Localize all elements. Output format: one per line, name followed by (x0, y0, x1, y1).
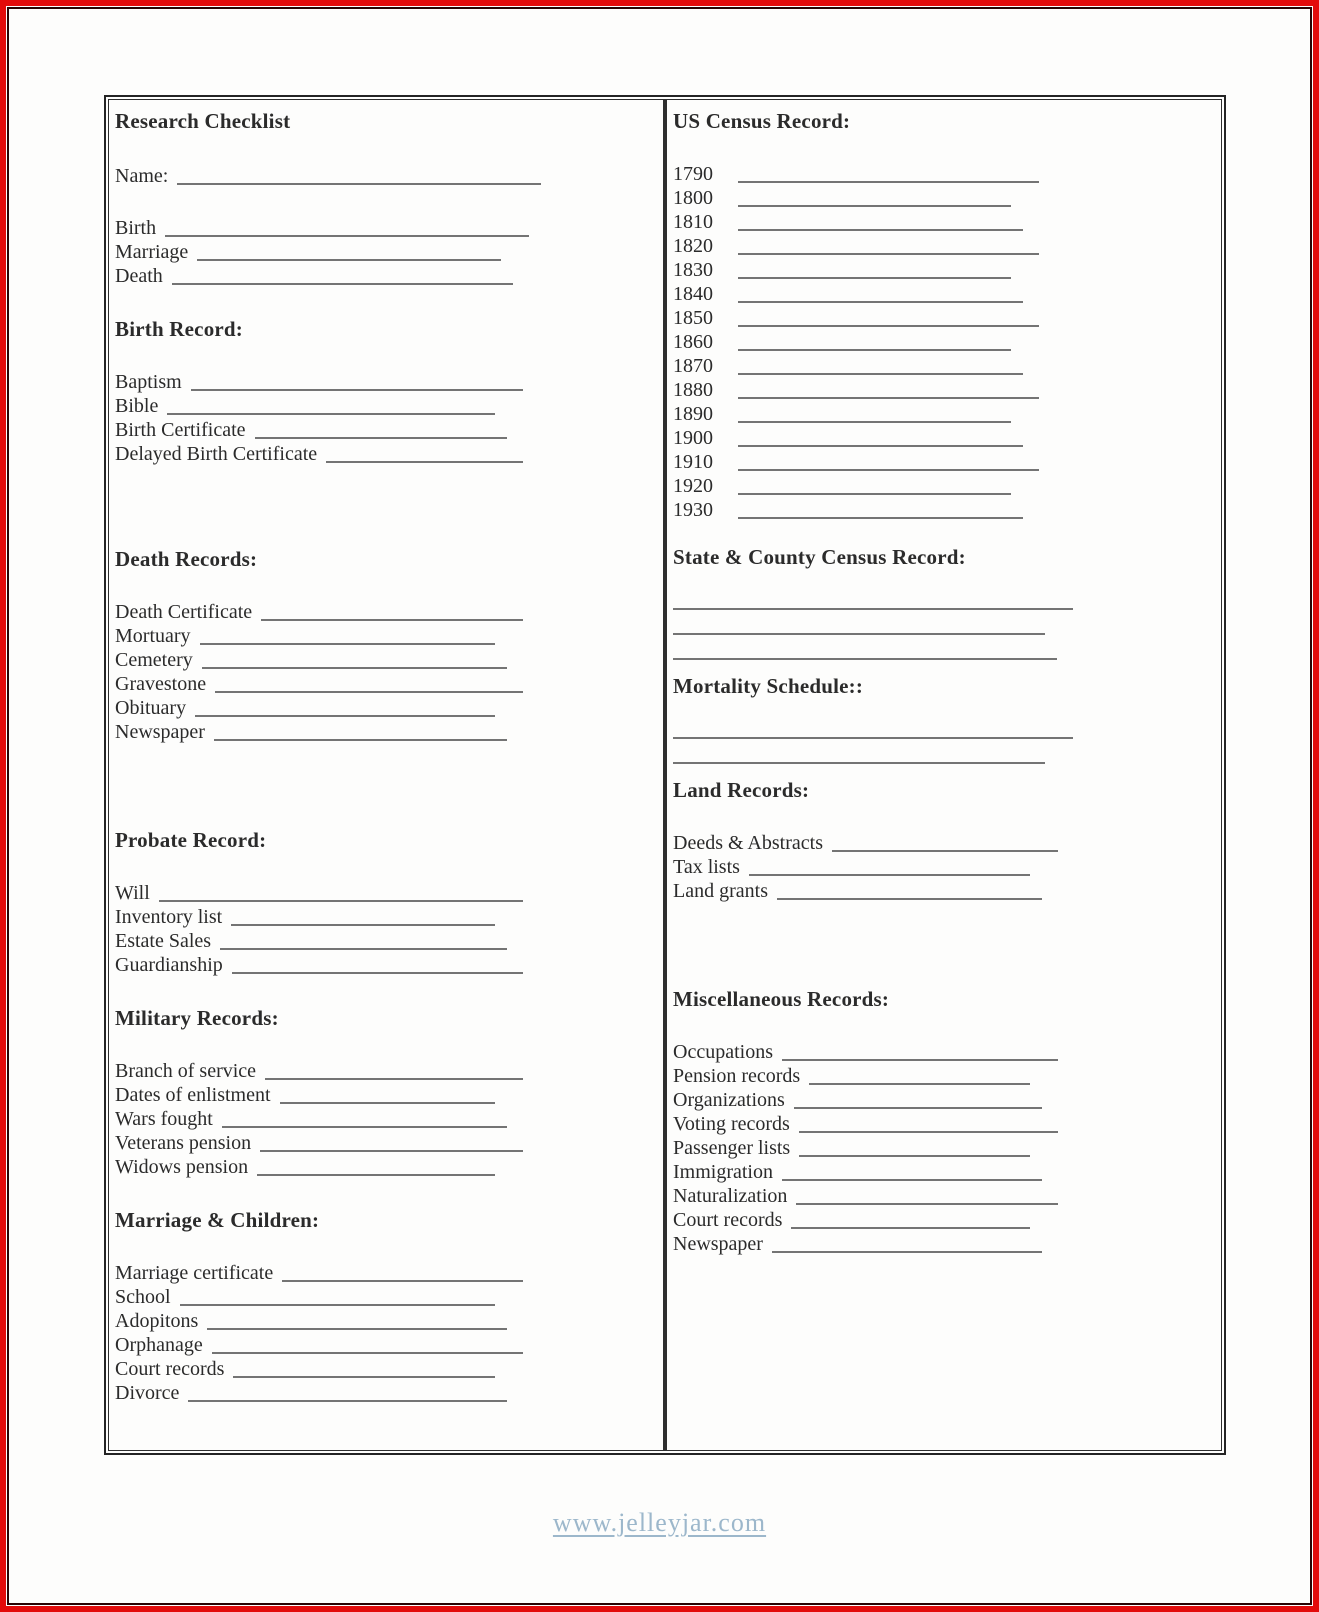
form-field-row (115, 1083, 523, 1107)
form-field-row (673, 234, 1039, 258)
fill-in-line (165, 235, 529, 237)
field-label: Dates of enlistment (115, 1084, 271, 1106)
form-field-row (115, 1107, 523, 1131)
name-block (115, 164, 663, 188)
blank-line-row (673, 717, 1073, 742)
fill-in-line (167, 413, 495, 415)
fill-in-line (738, 325, 1039, 327)
right-column (667, 100, 1221, 1450)
form-field-row (673, 1112, 1058, 1136)
fill-in-line (799, 1131, 1058, 1133)
record-section (115, 1005, 663, 1179)
field-label: Estate Sales (115, 930, 212, 952)
field-label: Voting records (673, 1113, 790, 1135)
form-field-row (115, 442, 523, 466)
field-label: Passenger lists (673, 1137, 791, 1159)
fill-in-line (738, 493, 1011, 495)
field-label: Orphanage (115, 1334, 203, 1356)
field-label: Land grants (673, 880, 768, 902)
form-field-row (673, 1232, 1058, 1256)
form-field-row (115, 600, 523, 624)
form-field-row (115, 953, 523, 977)
field-label: 1820 (673, 235, 713, 257)
fill-in-line (782, 1059, 1058, 1061)
page-footer (0, 1508, 1319, 1538)
fill-in-line (673, 658, 1057, 660)
fill-in-line (195, 715, 495, 717)
record-section (115, 316, 663, 466)
checklist-table (104, 95, 1226, 1455)
section-rows (673, 588, 1221, 663)
field-label: Bible (115, 395, 159, 417)
field-label: 1790 (673, 163, 713, 185)
record-section (673, 108, 1221, 522)
fill-in-line (188, 1400, 507, 1402)
fill-in-line (782, 1179, 1042, 1181)
fill-in-line (282, 1280, 523, 1282)
form-field-row (673, 450, 1039, 474)
section-rows (673, 162, 1221, 522)
fill-in-line (222, 1126, 507, 1128)
section-heading: Birth Record: (115, 317, 243, 341)
field-label: Naturalization (673, 1185, 788, 1207)
field-label: Divorce (115, 1382, 180, 1404)
section-rows (673, 717, 1221, 767)
field-label: 1860 (673, 331, 713, 353)
fill-in-line (738, 181, 1039, 183)
section-heading: Mortality Schedule:: (673, 674, 864, 698)
section-heading: Miscellaneous Records: (673, 987, 890, 1011)
field-label: 1900 (673, 427, 713, 449)
form-field-row (115, 370, 523, 394)
form-field-row (115, 672, 523, 696)
form-field-row (673, 306, 1039, 330)
section-heading: Land Records: (673, 778, 810, 802)
fill-in-line (260, 1150, 523, 1152)
fill-in-line (673, 762, 1045, 764)
page-title: Research Checklist (115, 109, 291, 133)
form-field-row (115, 418, 523, 442)
form-field-row (673, 879, 1058, 903)
right-sections (673, 108, 1221, 1256)
fill-in-line (673, 633, 1045, 635)
form-field-row (673, 378, 1039, 402)
form-field-row (673, 282, 1039, 306)
form-field-row (115, 720, 523, 744)
blank-line-row (673, 638, 1073, 663)
form-field-row (115, 929, 523, 953)
field-label: Birth Certificate (115, 419, 246, 441)
section-rows (115, 370, 663, 466)
field-label: 1890 (673, 403, 713, 425)
field-label: Name: (115, 165, 169, 187)
form-field-row (673, 354, 1039, 378)
field-label: 1930 (673, 499, 713, 521)
fill-in-line (791, 1227, 1030, 1229)
checklist-table-inner-border (108, 99, 1222, 1451)
fill-in-line (673, 608, 1073, 610)
field-label: Obituary (115, 697, 187, 719)
record-section (673, 986, 1221, 1256)
field-label: Occupations (673, 1041, 773, 1063)
section-rows (673, 831, 1221, 903)
left-sections (115, 316, 663, 1405)
fill-in-line (261, 619, 523, 621)
form-field-row (673, 426, 1039, 450)
fill-in-line (231, 924, 495, 926)
form-field-row (673, 330, 1039, 354)
field-label: Wars fought (115, 1108, 213, 1130)
form-field-row (673, 855, 1058, 879)
fill-in-line (233, 1376, 495, 1378)
field-label: Court records (115, 1358, 225, 1380)
record-section (673, 673, 1221, 767)
fill-in-line (738, 229, 1023, 231)
fill-in-line (738, 373, 1023, 375)
field-label: Baptism (115, 371, 182, 393)
fill-in-line (280, 1102, 495, 1104)
field-label: Widows pension (115, 1156, 249, 1178)
fill-in-line (777, 898, 1042, 900)
section-heading: US Census Record: (673, 109, 851, 133)
fill-in-line (799, 1155, 1030, 1157)
field-label: 1880 (673, 379, 713, 401)
fill-in-line (738, 421, 1011, 423)
field-label: Deeds & Abstracts (673, 832, 823, 854)
blank-line-row (673, 613, 1073, 638)
field-label: 1850 (673, 307, 713, 329)
fill-in-line (180, 1304, 495, 1306)
section-heading: Death Records: (115, 547, 258, 571)
form-field-row (115, 1381, 523, 1405)
section-heading: Military Records: (115, 1006, 279, 1030)
section-rows (115, 600, 663, 744)
form-field-row (673, 402, 1039, 426)
fill-in-line (738, 349, 1011, 351)
form-field-row (115, 905, 523, 929)
fill-in-line (197, 259, 501, 261)
website-link[interactable]: www.jelleyjar.com (552, 1508, 767, 1537)
fill-in-line (738, 469, 1039, 471)
section-rows (115, 1261, 663, 1405)
form-field-row (673, 258, 1039, 282)
fill-in-line (265, 1078, 523, 1080)
form-field-row (115, 394, 523, 418)
form-field-row (115, 624, 523, 648)
name-field-row (115, 164, 541, 188)
fill-in-line (212, 1352, 523, 1354)
field-label: Marriage (115, 241, 189, 263)
fill-in-line (326, 461, 523, 463)
field-label: Will (115, 882, 150, 904)
form-field-row (673, 162, 1039, 186)
field-label: Newspaper (115, 721, 205, 743)
field-label: Death (115, 265, 163, 287)
form-field-row (115, 648, 523, 672)
field-label: 1920 (673, 475, 713, 497)
section-heading: Probate Record: (115, 828, 267, 852)
section-heading: Marriage & Children: (115, 1208, 320, 1232)
fill-in-line (220, 948, 507, 950)
fill-in-line (191, 389, 523, 391)
form-field-row (115, 1285, 523, 1309)
form-field-row (115, 1333, 523, 1357)
field-label: 1840 (673, 283, 713, 305)
form-field-row (115, 1357, 523, 1381)
fill-in-line (202, 667, 507, 669)
field-label: Marriage certificate (115, 1262, 274, 1284)
fill-in-line (159, 900, 523, 902)
fill-in-line (257, 1174, 495, 1176)
vital-dates-block (115, 216, 663, 288)
field-label: Gravestone (115, 673, 207, 695)
field-label: Organizations (673, 1089, 785, 1111)
fill-in-line (673, 737, 1073, 739)
field-label: 1800 (673, 187, 713, 209)
fill-in-line (738, 277, 1011, 279)
form-field-row (115, 264, 529, 288)
form-field-row (115, 1309, 523, 1333)
fill-in-line (794, 1107, 1042, 1109)
fill-in-line (207, 1328, 507, 1330)
section-rows (673, 1040, 1221, 1256)
fill-in-line (772, 1251, 1042, 1253)
form-field-row (115, 1261, 523, 1285)
form-field-row (115, 881, 523, 905)
field-label: Guardianship (115, 954, 223, 976)
field-label: 1870 (673, 355, 713, 377)
form-field-row (673, 1040, 1058, 1064)
record-section (115, 1207, 663, 1405)
form-field-row (673, 210, 1039, 234)
field-label: 1830 (673, 259, 713, 281)
field-label: Delayed Birth Certificate (115, 443, 318, 465)
field-label: Immigration (673, 1161, 773, 1183)
form-field-row (673, 831, 1058, 855)
form-field-row (673, 498, 1039, 522)
form-field-row (673, 1136, 1058, 1160)
record-section (673, 777, 1221, 903)
form-field-row (673, 474, 1039, 498)
form-field-row (115, 1059, 523, 1083)
form-field-row (673, 1088, 1058, 1112)
blank-line-row (673, 742, 1073, 767)
form-field-row (673, 1208, 1058, 1232)
field-label: 1810 (673, 211, 713, 233)
form-field-row (673, 1184, 1058, 1208)
fill-in-line (232, 972, 523, 974)
field-label: 1910 (673, 451, 713, 473)
blank-line-row (673, 588, 1073, 613)
field-label: Court records (673, 1209, 783, 1231)
record-section (115, 827, 663, 977)
field-label: Death Certificate (115, 601, 253, 623)
fill-in-line (738, 301, 1023, 303)
fill-in-line (172, 283, 513, 285)
field-label: School (115, 1286, 171, 1308)
fill-in-line (738, 205, 1011, 207)
field-label: Inventory list (115, 906, 223, 928)
section-rows (115, 1059, 663, 1179)
section-rows (115, 881, 663, 977)
section-heading: State & County Census Record: (673, 545, 966, 569)
form-field-row (673, 186, 1039, 210)
left-column (109, 100, 663, 1450)
fill-in-line (214, 739, 507, 741)
field-label: Mortuary (115, 625, 191, 647)
field-label: Adopitons (115, 1310, 199, 1332)
fill-in-line (215, 691, 523, 693)
fill-in-line (255, 437, 507, 439)
field-label: Veterans pension (115, 1132, 252, 1154)
record-section (115, 546, 663, 744)
record-section (673, 544, 1221, 663)
form-field-row (115, 240, 529, 264)
fill-in-line (200, 643, 495, 645)
fill-in-line (738, 397, 1039, 399)
field-label: Tax lists (673, 856, 740, 878)
form-field-row (673, 1160, 1058, 1184)
field-label: Newspaper (673, 1233, 763, 1255)
form-field-row (115, 1131, 523, 1155)
field-label: Pension records (673, 1065, 801, 1087)
fill-in-line (738, 253, 1039, 255)
fill-in-line (809, 1083, 1030, 1085)
fill-in-line (177, 183, 541, 185)
form-field-row (115, 1155, 523, 1179)
field-label: Cemetery (115, 649, 193, 671)
form-field-row (115, 696, 523, 720)
fill-in-line (796, 1203, 1058, 1205)
fill-in-line (738, 517, 1023, 519)
field-label: Branch of service (115, 1060, 257, 1082)
fill-in-line (738, 445, 1023, 447)
form-field-row (673, 1064, 1058, 1088)
form-field-row (115, 216, 529, 240)
fill-in-line (749, 874, 1030, 876)
field-label: Birth (115, 217, 157, 239)
fill-in-line (832, 850, 1058, 852)
